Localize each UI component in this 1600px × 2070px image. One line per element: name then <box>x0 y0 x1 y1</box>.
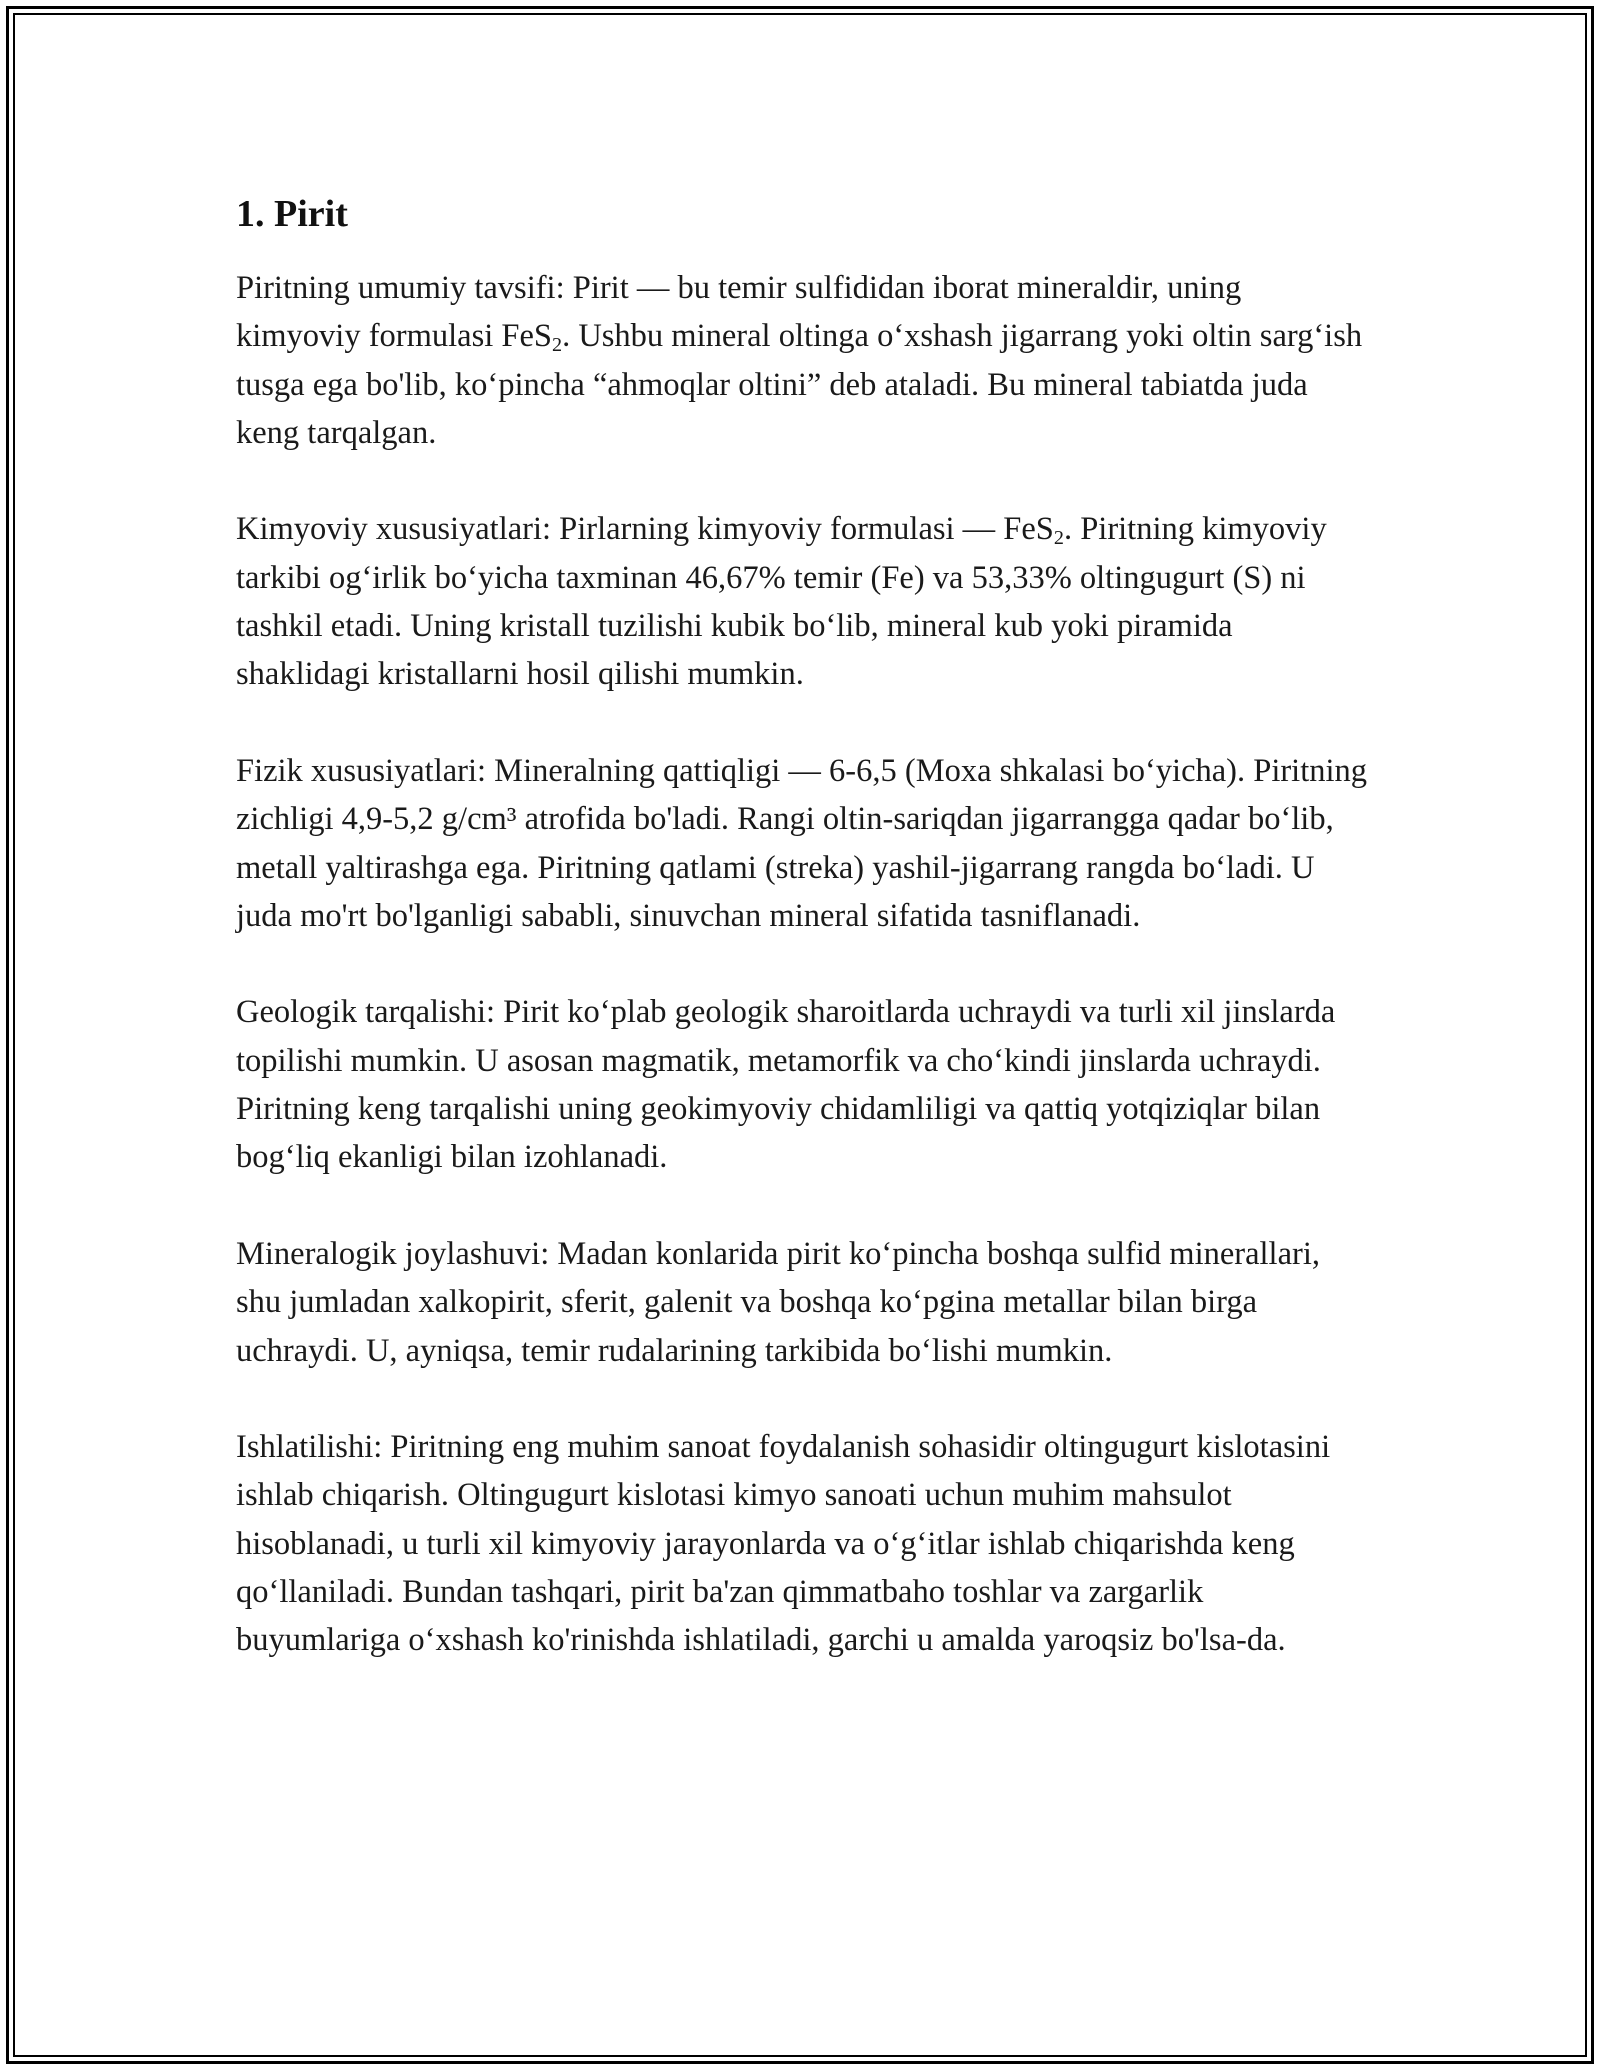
text-run: Fizik xususiyatlari: Mineralning qattiqligi — 6-6,5 (Moxa shkalasi boʻyicha). Piritning zichligi 4,9-5,2 g/cm³ atrofida bo'ladi. Rangi oltin-sariqdan jigarrangga qadar boʻlib, metall yaltirashga ega. Piritning qatlami (streka) yashil-jigarrang rangda boʻladi. U juda mo'rt bo'lganligi sababli, sinuvchan mineral sifatida tasniflanadi. <box>236 752 1368 934</box>
document-body <box>236 188 1371 1713</box>
paragraph-geological-distribution <box>236 988 1371 1181</box>
text-run: Piritning umumiy tavsifi: Pirit — bu temir sulfididan iborat mineraldir, uning kimyoviy formulasi FeS <box>236 270 1242 355</box>
paragraph-mineralogical-location <box>236 1230 1371 1375</box>
paragraph-chemical-properties <box>236 505 1371 698</box>
text-run: . Piritning kimyoviy tarkibi ogʻirlik boʻyicha taxminan 46,67% temir (Fe) va 53,33% oltingugurt (S) ni tashkil etadi. Uning kristall tuzilishi kubik boʻlib, mineral kub yoki piramida shaklidagi kristallarni hosil qilishi mumkin. <box>236 511 1327 693</box>
text-run: Kimyoviy xususiyatlari: Pirlarning kimyoviy formulasi — FeS <box>236 511 1054 548</box>
paragraph-usage <box>236 1423 1371 1664</box>
subscript: 2 <box>551 334 563 357</box>
text-run: Mineralogik joylashuvi: Madan konlarida pirit koʻpincha boshqa sulfid minerallari, shu jumladan xalkopirit, sferit, galenit va boshqa koʻpgina metallar bilan birga uchraydi. U, ayniqsa, temir rudalarining tarkibida boʻlishi mumkin. <box>236 1235 1320 1369</box>
subscript: 2 <box>1053 527 1064 550</box>
text-run: Ishlatilishi: Piritning eng muhim sanoat foydalanish sohasidir oltingugurt kislotasini ishlab chiqarish. Oltingugurt kislotasi kimyo sanoati uchun muhim mahsulot hisoblanadi, u turli xil kimyoviy jarayonlarda va oʻgʻitlar ishlab chiqarishda keng qoʻllaniladi. Bundan tashqari, pirit ba'zan qimmatbaho toshlar va zargarlik buyumlariga oʻxshash ko'rinishda ishlatiladi, garchi u amalda yaroqsiz bo'lsa-da. <box>236 1429 1331 1659</box>
paragraph-general-description <box>236 264 1371 457</box>
text-run: Geologik tarqalishi: Pirit koʻplab geologik sharoitlarda uchraydi va turli xil jinslarda topilishi mumkin. U asosan magmatik, metamorfik va choʻkindi jinslarda uchraydi. Piritning keng tarqalishi uning geokimyoviy chidamliligi va qattiq yotqiziqlar bilan bogʻliq ekanligi bilan izohlanadi. <box>236 994 1336 1176</box>
section-heading: 1. Pirit <box>236 193 348 235</box>
text-run: . Ushbu mineral oltinga oʻxshash jigarrang yoki oltin sargʻish tusga ega bo'lib, koʻpincha “ahmoqlar oltini” deb ataladi. Bu mineral tabiatda juda keng tarqalgan. <box>236 318 1363 451</box>
paragraph-physical-properties <box>236 747 1371 940</box>
